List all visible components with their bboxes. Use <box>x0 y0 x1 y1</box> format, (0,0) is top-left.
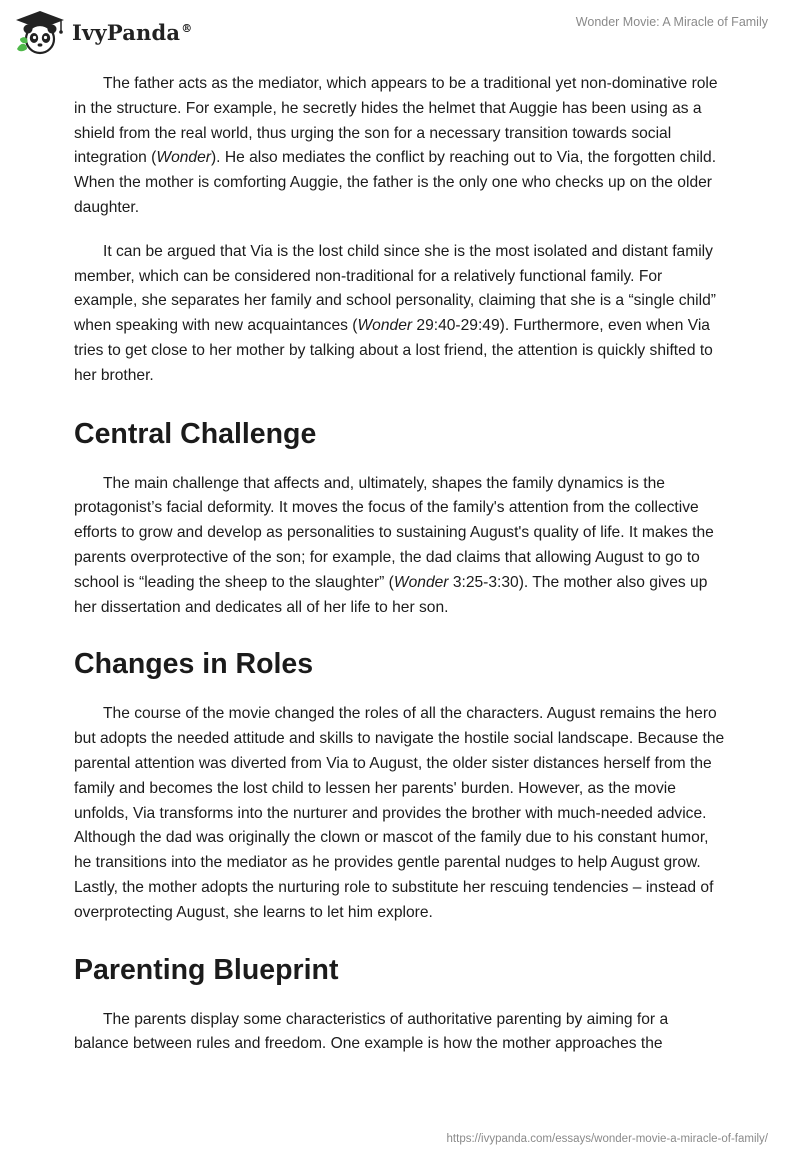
ivypanda-logo[interactable] <box>14 8 192 56</box>
source-url[interactable]: https://ivypanda.com/essays/wonder-movie-a-miracle-of-family/ <box>446 1133 768 1145</box>
heading-central-challenge: Central Challenge <box>74 417 317 450</box>
citation-title: Wonder <box>357 317 413 335</box>
citation-title: Wonder <box>393 573 449 591</box>
paragraph-father-mediator: The father acts as the mediator, which appears to be a traditional yet non-dominative role in the structure. For example, he secretly hides the helmet that Auggie has been using as a shield from the real world, thus urging the son for a necessary transition towards social integration (Wonder). He also mediates the conflict by reaching out to Via, the forgotten child. When the mother is comforting Auggie, the father is the only one who checks up on the older daughter. <box>74 75 718 216</box>
paragraph-parenting-blueprint: The parents display some characteristics of authoritative parenting by aiming for a balance between rules and freedom. One example is how the mother approaches the <box>74 1010 669 1053</box>
heading-changes-in-roles: Changes in Roles <box>74 648 314 681</box>
paragraph-via-lost-child: It can be argued that Via is the lost child since she is the most isolated and distant family member, which can be considered non-traditional for a relatively functional family. For example, she separates her family and school personality, claiming that she is a “single child” when speaking with new acquaintances (Wonder 29:40-29:49). Furthermore, even when Via tries to get close to her mother by talking about a lost friend, the attention is quickly shifted to her brother. <box>74 242 716 384</box>
essay-body <box>74 72 726 1057</box>
citation-title: Wonder <box>156 149 211 167</box>
paragraph-changes-in-roles: The course of the movie changed the roles of all the characters. August remains the hero but adopts the needed attitude and skills to navigate the hostile social landscape. Because the parental attention was diverted from Via to August, the older sister distances herself from the family and becomes the lost child to lessen her parents' burden. However, as the movie unfolds, Via transforms into the nurturer and provides the brother with much-needed advice. Although the dad was originally the clown or mascot of the family due to his constant humor, he transitions into the mediator as he provides gentle parental nudges to help August grow. Lastly, the mother adopts the nurturing role to substitute her rescuing tendencies – instead of overprotecting August, she learns to let him explore. <box>74 705 725 921</box>
document-running-title: Wonder Movie: A Miracle of Family <box>575 15 768 29</box>
panda-graduate-icon <box>14 9 66 55</box>
logo-wordmark: IvyPanda® <box>72 19 193 45</box>
paragraph-central-challenge: The main challenge that affects and, ultimately, shapes the family dynamics is the protagonist’s facial deformity. It moves the focus of the family's attention from the collective efforts to grow and develop as personalities to sustaining August's quality of life. It makes the parents overprotective of the son; for example, the dad claims that allowing August to go to school is “leading the sheep to the slaughter” (Wonder 3:25-3:30). The mother also gives up her dissertation and dedicates all of her life to her son. <box>74 474 714 616</box>
heading-parenting-blueprint: Parenting Blueprint <box>74 953 339 986</box>
page-header <box>0 0 800 60</box>
